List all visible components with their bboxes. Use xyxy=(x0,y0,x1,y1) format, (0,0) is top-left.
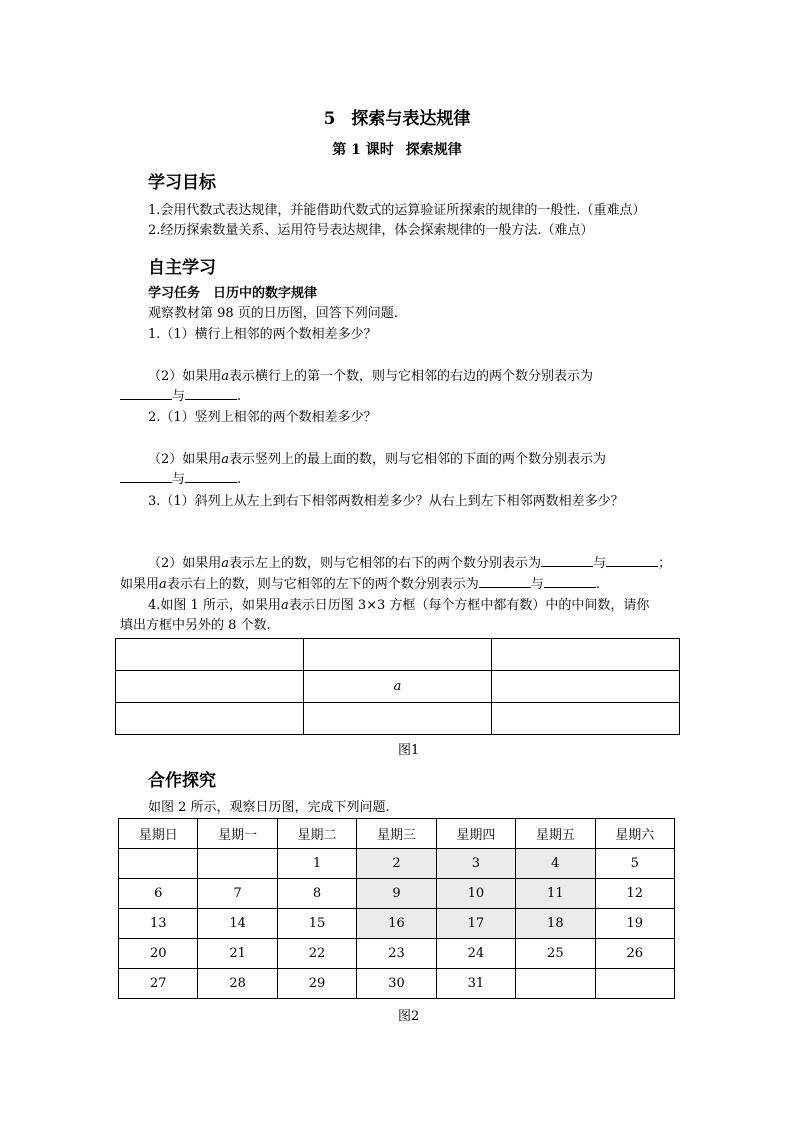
q4-suffix: 表示日历图 3×3 方框（每个方框中都有数）中的中间数，请你 xyxy=(288,598,650,613)
calendar-cell-highlighted: 2 xyxy=(357,849,436,879)
heading-learning-goals: 学习目标 xyxy=(148,173,216,193)
section-number: 5 xyxy=(323,109,336,129)
blank[interactable] xyxy=(120,470,172,483)
weekday-mon: 星期一 xyxy=(198,819,277,849)
conj: 与 xyxy=(530,577,544,592)
q3b-prefix: （2）如果用 xyxy=(148,556,222,571)
calendar-cell: 14 xyxy=(198,909,277,939)
blank[interactable] xyxy=(185,387,237,400)
blank[interactable] xyxy=(544,575,596,588)
calendar-cell: 29 xyxy=(277,969,356,999)
question-3c xyxy=(120,575,600,595)
weekday-tue: 星期二 xyxy=(277,819,356,849)
weekday-sat: 星期六 xyxy=(595,819,674,849)
calendar-cell: 22 xyxy=(277,939,356,969)
variable-a: a xyxy=(221,556,230,571)
conj: 与 xyxy=(172,472,186,487)
question-2b xyxy=(148,450,606,470)
heading-self-study: 自主学习 xyxy=(148,258,216,278)
grid-cell[interactable] xyxy=(116,703,304,735)
question-3a: 3.（1）斜列上从左上到右下相邻两数相差多少？从右上到左下相邻两数相差多少？ xyxy=(148,494,624,509)
page-title xyxy=(0,104,794,129)
grid-cell[interactable] xyxy=(116,671,304,703)
calendar-cell: 21 xyxy=(198,939,277,969)
question-1a: 1.（1）横行上相邻的两个数相差多少？ xyxy=(148,327,377,342)
q1b-prefix: （2）如果用 xyxy=(148,369,222,384)
calendar-row xyxy=(119,849,675,879)
conj: 与 xyxy=(593,556,607,571)
question-2a: 2.（1）竖列上相邻的两个数相差多少？ xyxy=(148,410,377,425)
q4-prefix: 4.如图 1 所示，如果用 xyxy=(148,598,281,613)
calendar-cell: 23 xyxy=(357,939,436,969)
grid-cell-center xyxy=(303,671,491,703)
calendar-cell: 15 xyxy=(277,909,356,939)
grid-cell[interactable] xyxy=(492,671,680,703)
calendar-cell-highlighted: 9 xyxy=(357,879,436,909)
blank[interactable] xyxy=(606,554,658,567)
task-intro: 观察教材第 98 页的日历图，回答下列问题. xyxy=(148,306,398,321)
calendar-row xyxy=(119,879,675,909)
weekday-thu: 星期四 xyxy=(436,819,515,849)
calendar-cell xyxy=(198,849,277,879)
task-title: 学习任务 日历中的数字规律 xyxy=(148,286,318,301)
calendar-cell-highlighted: 17 xyxy=(436,909,515,939)
figure-1-grid xyxy=(115,638,680,735)
conj: 与 xyxy=(172,389,186,404)
calendar-cell-highlighted: 3 xyxy=(436,849,515,879)
heading-cooperative-inquiry: 合作探究 xyxy=(148,771,216,791)
lesson-subtitle xyxy=(0,139,794,159)
answer-line-1b xyxy=(120,387,241,407)
period: . xyxy=(595,577,600,592)
calendar-table xyxy=(118,818,675,999)
blank[interactable] xyxy=(185,470,237,483)
calendar-cell: 24 xyxy=(436,939,515,969)
calendar-row xyxy=(119,939,675,969)
calendar-cell: 27 xyxy=(119,969,198,999)
grid-cell[interactable] xyxy=(492,639,680,671)
title-text: 探索与表达规律 xyxy=(351,109,471,129)
grid-cell[interactable] xyxy=(303,639,491,671)
q3c-prefix: 如果用 xyxy=(120,577,160,592)
calendar-cell: 7 xyxy=(198,879,277,909)
blank[interactable] xyxy=(541,554,593,567)
weekday-fri: 星期五 xyxy=(516,819,595,849)
calendar-cell-highlighted: 10 xyxy=(436,879,515,909)
calendar-cell xyxy=(595,969,674,999)
q3b-suffix: 表示左上的数，则与它相邻的右下的两个数分别表示为 xyxy=(229,556,542,571)
figure-1-caption: 图1 xyxy=(398,743,420,758)
variable-a: a xyxy=(221,369,230,384)
calendar-cell: 5 xyxy=(595,849,674,879)
q3c-suffix: 表示右上的数，则与它相邻的左下的两个数分别表示为 xyxy=(166,577,479,592)
calendar-row xyxy=(119,909,675,939)
calendar-cell-highlighted: 16 xyxy=(357,909,436,939)
calendar-cell: 1 xyxy=(277,849,356,879)
question-3b xyxy=(148,554,671,574)
calendar-cell: 12 xyxy=(595,879,674,909)
inquiry-intro: 如图 2 所示，观察日历图，完成下列问题. xyxy=(148,800,390,815)
grid-cell[interactable] xyxy=(116,639,304,671)
calendar-cell: 25 xyxy=(516,939,595,969)
variable-a: a xyxy=(221,452,230,467)
q2b-prefix: （2）如果用 xyxy=(148,452,222,467)
question-1b xyxy=(148,367,593,387)
calendar-cell xyxy=(516,969,595,999)
grid-cell[interactable] xyxy=(303,703,491,735)
blank[interactable] xyxy=(479,575,531,588)
weekday-wed: 星期三 xyxy=(357,819,436,849)
calendar-cell xyxy=(119,849,198,879)
lesson-label: 第 1 课时 xyxy=(332,142,394,158)
answer-line-2b xyxy=(120,470,241,490)
calendar-cell: 30 xyxy=(357,969,436,999)
blank[interactable] xyxy=(120,387,172,400)
q1b-suffix: 表示横行上的第一个数，则与它相邻的右边的两个数分别表示为 xyxy=(229,369,594,384)
variable-a: a xyxy=(280,598,289,613)
goal-item-2: 2.经历探索数量关系、运用符号表达规律，体会探索规律的一般方法.（难点） xyxy=(148,223,594,238)
semicolon: ； xyxy=(658,556,672,571)
calendar-row xyxy=(119,969,675,999)
calendar-cell: 6 xyxy=(119,879,198,909)
calendar-cell-highlighted: 18 xyxy=(516,909,595,939)
figure-2-caption: 图2 xyxy=(398,1009,420,1024)
calendar-cell: 19 xyxy=(595,909,674,939)
calendar-cell: 28 xyxy=(198,969,277,999)
variable-a: a xyxy=(159,577,167,592)
question-4-line1 xyxy=(148,596,649,616)
period: . xyxy=(237,389,242,404)
period: . xyxy=(237,472,242,487)
lesson-topic: 探索规律 xyxy=(405,142,462,158)
question-4-line2: 填出方框中另外的 8 个数. xyxy=(120,618,271,633)
calendar-cell: 31 xyxy=(436,969,515,999)
calendar-cell: 8 xyxy=(277,879,356,909)
calendar-cell: 13 xyxy=(119,909,198,939)
grid-cell[interactable] xyxy=(492,703,680,735)
calendar-cell: 26 xyxy=(595,939,674,969)
calendar-header-row xyxy=(119,819,675,849)
calendar-cell-highlighted: 11 xyxy=(516,879,595,909)
goal-item-1: 1.会用代数式表达规律，并能借助代数式的运算验证所探索的规律的一般性.（重难点） xyxy=(148,203,646,218)
center-variable: a xyxy=(393,679,402,694)
weekday-sun: 星期日 xyxy=(119,819,198,849)
q2b-suffix: 表示竖列上的最上面的数，则与它相邻的下面的两个数分别表示为 xyxy=(229,452,607,467)
calendar-cell: 20 xyxy=(119,939,198,969)
calendar-cell-highlighted: 4 xyxy=(516,849,595,879)
